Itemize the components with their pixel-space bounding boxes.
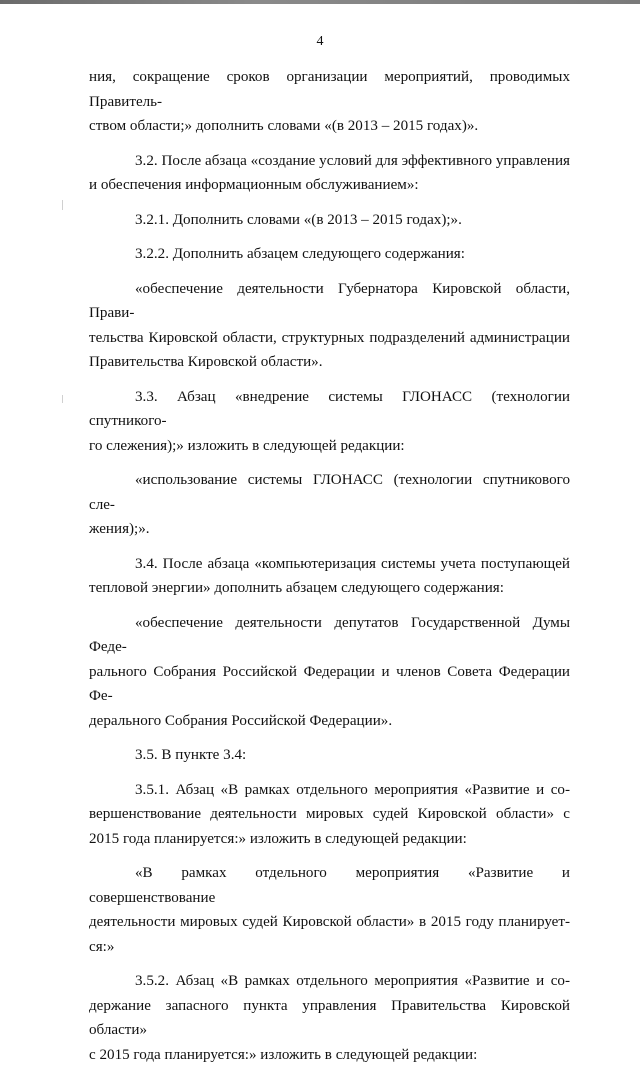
- text-line: и обеспечения информационным обслуживанием»:: [89, 177, 419, 193]
- text-line: жения);».: [89, 521, 150, 537]
- paragraph: [89, 242, 570, 267]
- paragraph: [89, 552, 570, 601]
- text-line: «В рамках отдельного мероприятия «Развитие и совершенствование: [89, 865, 570, 906]
- paragraph: [89, 861, 570, 959]
- text-line: 3.5.1. Абзац «В рамках отдельного мероприятия «Развитие и со-: [135, 781, 570, 798]
- text-line: рального Собрания Российской Федерации и членов Совета Федерации Фе-: [89, 663, 570, 704]
- paragraph: [89, 743, 570, 768]
- paragraph: [89, 385, 570, 459]
- text-line: дерального Собрания Российской Федерации».: [89, 712, 393, 729]
- text-line: деятельности мировых судей Кировской области» в 2015 году планирует-: [89, 914, 570, 930]
- text-line: ся:»: [89, 938, 115, 955]
- text-line: «обеспечение деятельности депутатов Государственной Думы Феде-: [89, 614, 570, 655]
- paragraph: [89, 65, 570, 139]
- text-line: ния, сокращение сроков организации мероприятий, проводимых Правитель-: [89, 69, 570, 110]
- text-line: 3.2.2. Дополнить абзацем следующего содержания:: [135, 246, 465, 262]
- text-line: держание запасного пункта управления Правительства Кировской области»: [89, 997, 570, 1038]
- text-line: 3.5. В пункте 3.4:: [135, 747, 247, 763]
- scan-top-edge: [0, 0, 640, 4]
- scan-margin-mark: [62, 395, 63, 403]
- text-line: с 2015 года планируется:» изложить в следующей редакции:: [89, 1046, 478, 1063]
- text-line: 3.3. Абзац «внедрение системы ГЛОНАСС (технологии спутникого-: [89, 388, 570, 429]
- text-line: 3.2.1. Дополнить словами «(в 2013 – 2015 годах);».: [135, 211, 462, 228]
- paragraph: [89, 277, 570, 375]
- paragraph: [89, 778, 570, 852]
- text-line: го слежения);» изложить в следующей редакции:: [89, 437, 405, 454]
- text-line: 3.4. После абзаца «компьютеризация системы учета поступающей: [135, 555, 570, 572]
- text-line: 2015 года планируется:» изложить в следующей редакции:: [89, 830, 467, 847]
- paragraph: [89, 611, 570, 734]
- scan-margin-mark: [62, 200, 63, 210]
- text-line: вершенствование деятельности мировых судей Кировской области» с: [89, 806, 570, 822]
- page-number: 4: [316, 34, 324, 49]
- text-line: 3.2. После абзаца «создание условий для эффективного управления: [135, 152, 570, 169]
- paragraph: [89, 969, 570, 1067]
- paragraph: [89, 468, 570, 542]
- text-line: 3.5.2. Абзац «В рамках отдельного мероприятия «Развитие и со-: [135, 973, 570, 989]
- text-line: «обеспечение деятельности Губернатора Кировской области, Прави-: [89, 280, 570, 321]
- text-line: Правительства Кировской области».: [89, 354, 323, 370]
- text-line: тепловой энергии» дополнить абзацем следующего содержания:: [89, 580, 504, 596]
- text-line: ством области;» дополнить словами «(в 2013 – 2015 годах)».: [89, 118, 479, 134]
- text-line: «использование системы ГЛОНАСС (технологии спутникового сле-: [89, 472, 570, 513]
- paragraph: [89, 149, 570, 198]
- text-line: тельства Кировской области, структурных подразделений администрации: [89, 329, 570, 346]
- document-body: [89, 65, 570, 1077]
- paragraph: [89, 208, 570, 233]
